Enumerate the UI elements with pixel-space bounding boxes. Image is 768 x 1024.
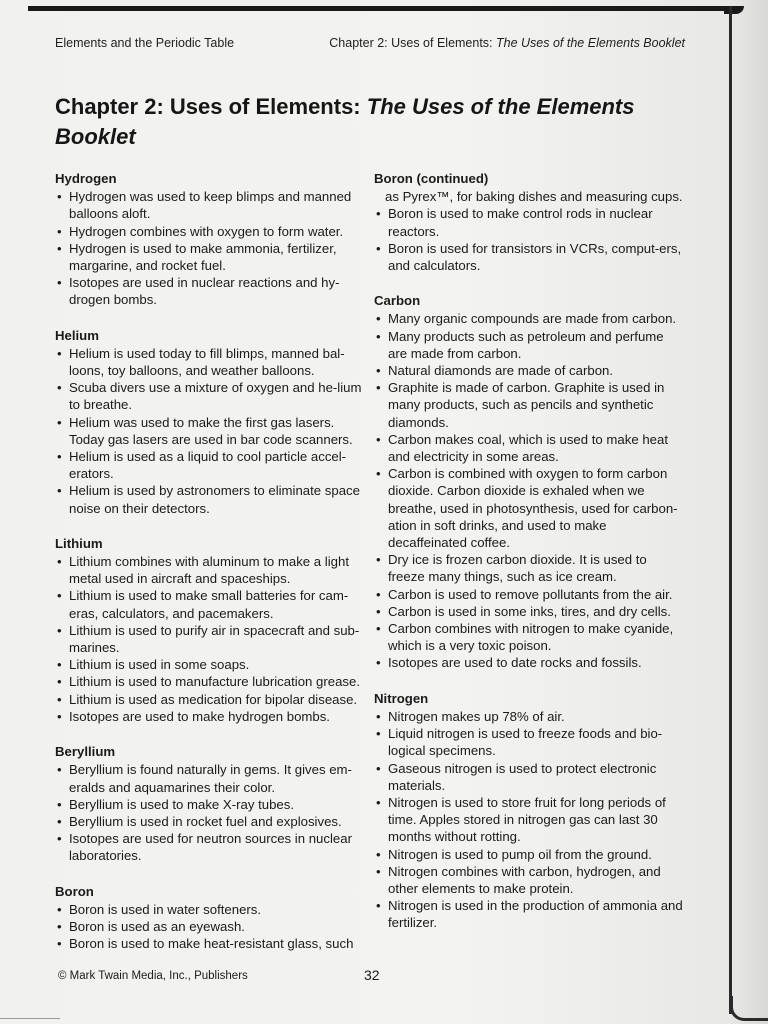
- list-item: • Hydrogen combines with oxygen to form water.: [55, 223, 363, 240]
- section-heading: Nitrogen: [374, 690, 429, 706]
- list-item: • Helium is used by astronomers to eliminate space noise on their detectors.: [55, 482, 363, 516]
- list-item: • Carbon is used in some inks, tires, and dry cells.: [374, 603, 684, 620]
- list-item: • Gaseous nitrogen is used to protect electronic materials.: [374, 760, 684, 794]
- list-item: • Scuba divers use a mixture of oxygen and he-lium to breathe.: [55, 379, 363, 413]
- copyright: © Mark Twain Media, Inc., Publishers: [58, 970, 248, 982]
- bottom-rule: [0, 1018, 60, 1019]
- chapter-title: [55, 92, 705, 152]
- list-item: • Nitrogen makes up 78% of air.: [374, 708, 684, 725]
- list-item: • Lithium is used to manufacture lubrication grease.: [55, 673, 363, 690]
- list-item: • Nitrogen is used in the production of ammonia and fertilizer.: [374, 897, 684, 931]
- running-head-right-plain: Chapter 2: Uses of Elements:: [329, 36, 497, 50]
- list-item: • Nitrogen is used to pump oil from the ground.: [374, 846, 684, 863]
- list-item: • Isotopes are used to date rocks and fossils.: [374, 654, 684, 671]
- list-item: • Natural diamonds are made of carbon.: [374, 362, 684, 379]
- section-heading: Helium: [55, 327, 99, 343]
- bullet-list: [55, 188, 363, 308]
- section-nitrogen: [374, 690, 684, 932]
- list-item: • Beryllium is found naturally in gems. It gives em-eralds and aquamarines their color.: [55, 761, 363, 795]
- page-number: 32: [364, 967, 380, 983]
- list-item: • Graphite is made of carbon. Graphite is used in many products, such as pencils and synthetic diamonds.: [374, 379, 684, 431]
- section-carbon: [374, 292, 684, 671]
- list-item: • Beryllium is used to make X-ray tubes.: [55, 796, 363, 813]
- page-edge-bottom: [730, 996, 768, 1021]
- list-item: • Isotopes are used for neutron sources in nuclear laboratories.: [55, 830, 363, 864]
- list-item: • Many products such as petroleum and perfume are made from carbon.: [374, 328, 684, 362]
- list-item: • Boron is used for transistors in VCRs, comput-ers, and calculators.: [374, 240, 684, 274]
- list-item: • Beryllium is used in rocket fuel and explosives.: [55, 813, 363, 830]
- list-item: • Lithium is used in some soaps.: [55, 656, 363, 673]
- chapter-title-plain: Chapter 2: Uses of Elements:: [55, 94, 367, 119]
- list-item: • Nitrogen is used to store fruit for long periods of time. Apples stored in nitrogen gas can last 30 months without rotting.: [374, 794, 684, 846]
- list-item: • Liquid nitrogen is used to freeze foods and bio-logical specimens.: [374, 725, 684, 759]
- list-item: • Carbon is used to remove pollutants from the air.: [374, 586, 684, 603]
- list-item: • Boron is used in water softeners.: [55, 901, 363, 918]
- list-item: • Carbon combines with nitrogen to make cyanide, which is a very toxic poison.: [374, 620, 684, 654]
- continued-text: as Pyrex™, for baking dishes and measuring cups.: [385, 189, 683, 205]
- bullet-list: [55, 345, 363, 517]
- running-head-right-italic: The Uses of the Elements Booklet: [496, 36, 685, 50]
- list-item: • Many organic compounds are made from carbon.: [374, 310, 684, 327]
- section-heading: Hydrogen: [55, 171, 117, 186]
- page-edge-top: [724, 6, 744, 14]
- right-column: [374, 170, 684, 950]
- bullet-list: [55, 761, 363, 864]
- list-item: • Helium was used to make the first gas lasers. Today gas lasers are used in bar code scanners.: [55, 414, 363, 448]
- section-boron-continued: [374, 170, 684, 274]
- list-item: • Isotopes are used in nuclear reactions and hy-drogen bombs.: [55, 274, 363, 308]
- list-item: • Helium is used today to fill blimps, manned bal-loons, toy balloons, and weather balloons.: [55, 345, 363, 379]
- list-item: • Carbon makes coal, which is used to make heat and electricity in some areas.: [374, 431, 684, 465]
- section-hydrogen: [55, 170, 363, 309]
- list-item: • Lithium is used to make small batteries for cam-eras, calculators, and pacemakers.: [55, 587, 363, 621]
- top-rule: [28, 6, 740, 11]
- left-column: [55, 170, 363, 970]
- bullet-list: [55, 553, 363, 725]
- section-heading: Beryllium: [55, 744, 116, 760]
- section-beryllium: [55, 743, 363, 864]
- list-item: • Helium is used as a liquid to cool particle accel-erators.: [55, 448, 363, 482]
- list-item: • Boron is used to make heat-resistant glass, such: [55, 935, 363, 952]
- list-item: • Lithium is used to purify air in spacecraft and sub-marines.: [55, 622, 363, 656]
- section-lithium: [55, 535, 363, 725]
- section-boron: [55, 883, 363, 953]
- list-item: • Dry ice is frozen carbon dioxide. It is used to freeze many things, such as ice cream.: [374, 551, 684, 585]
- list-item: • Carbon is combined with oxygen to form carbon dioxide. Carbon dioxide is exhaled when we breathe, used in photosynthesis, used for carbon-ation in soft drinks, and used to make decaffeinated coffee.: [374, 465, 684, 551]
- bullet-list: [374, 188, 684, 274]
- running-head-right: [329, 36, 685, 50]
- section-heading: Boron (continued): [374, 171, 489, 186]
- list-item: • Boron is used to make control rods in nuclear reactors.: [374, 205, 684, 239]
- list-item: • Lithium is used as medication for bipolar disease.: [55, 691, 363, 708]
- section-heading: Boron: [55, 883, 94, 899]
- list-item: • Isotopes are used to make hydrogen bombs.: [55, 708, 363, 725]
- list-item: • Hydrogen is used to make ammonia, fertilizer, margarine, and rocket fuel.: [55, 240, 363, 274]
- section-heading: Lithium: [55, 535, 103, 551]
- bullet-list: [374, 310, 684, 671]
- list-item: • Hydrogen was used to keep blimps and manned balloons aloft.: [55, 188, 363, 222]
- running-head-left: Elements and the Periodic Table: [55, 36, 235, 50]
- bullet-list: [374, 708, 684, 932]
- list-item: • Lithium combines with aluminum to make a light metal used in aircraft and spaceships.: [55, 553, 363, 587]
- list-item: • Nitrogen combines with carbon, hydrogen, and other elements to make protein.: [374, 863, 684, 897]
- section-heading: Carbon: [374, 293, 421, 309]
- chapter-title-italic: The Uses of the Elements Booklet: [55, 94, 635, 149]
- list-item: • Boron is used as an eyewash.: [55, 918, 363, 935]
- bullet-list: [55, 901, 363, 953]
- page-edge: [729, 6, 732, 1014]
- section-helium: [55, 327, 363, 517]
